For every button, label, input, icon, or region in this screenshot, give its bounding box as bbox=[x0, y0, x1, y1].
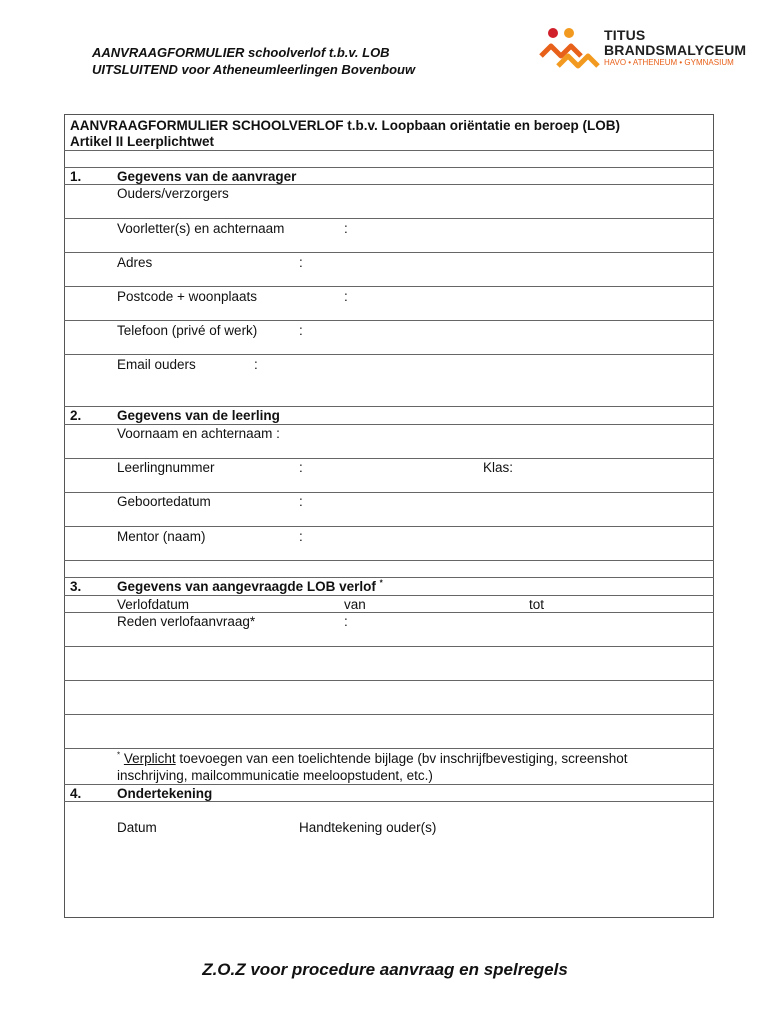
footnote-mark: * bbox=[379, 578, 383, 588]
reason-label: Reden verlofaanvraag* bbox=[117, 614, 256, 629]
footnote-line-2: inschrijving, mailcommunicatie meeloopstudent, etc.) bbox=[117, 768, 433, 783]
school-logo-icon bbox=[538, 26, 602, 70]
phone-label: Telefoon (privé of werk) bbox=[117, 323, 258, 338]
postcode-label: Postcode + woonplaats bbox=[117, 289, 257, 304]
leave-date-label: Verlofdatum bbox=[117, 597, 190, 612]
email-label: Email ouders bbox=[117, 357, 196, 372]
student-number-colon: : bbox=[299, 460, 303, 475]
logo-name-line-2: BRANDSMALYCEUM bbox=[604, 42, 747, 58]
section-1-title: Gegevens van de aanvrager bbox=[117, 169, 297, 184]
leave-to-label: tot bbox=[529, 597, 545, 612]
section-3-title-text: Gegevens van aangevraagde LOB verlof bbox=[117, 579, 376, 594]
rule bbox=[64, 252, 714, 253]
postcode-colon: : bbox=[344, 289, 348, 304]
form-title: AANVRAAGFORMULIER SCHOOLVERLOF t.b.v. Loopbaan oriëntatie en beroep (LOB) bbox=[70, 118, 621, 133]
section-2-number: 2. bbox=[70, 408, 82, 423]
rule bbox=[64, 150, 714, 151]
phone-colon: : bbox=[299, 323, 303, 338]
section-1-subtitle: Ouders/verzorgers bbox=[117, 186, 229, 201]
section-4-number: 4. bbox=[70, 786, 82, 801]
rule bbox=[64, 680, 714, 681]
footnote-required: Verplicht bbox=[123, 751, 176, 766]
rule bbox=[64, 320, 714, 321]
rule bbox=[64, 646, 714, 647]
pto-notice: Z.O.Z voor procedure aanvraag en spelregels bbox=[202, 960, 568, 979]
email-colon: : bbox=[254, 357, 258, 372]
rule bbox=[64, 218, 714, 219]
student-name-label: Voornaam en achternaam : bbox=[117, 426, 280, 441]
signature-label: Handtekening ouder(s) bbox=[299, 820, 437, 835]
leave-from-label: van bbox=[344, 597, 366, 612]
birthdate-colon: : bbox=[299, 494, 303, 509]
section-2-title: Gegevens van de leerling bbox=[117, 408, 280, 423]
header-line-1: AANVRAAGFORMULIER schoolverlof t.b.v. LOB bbox=[92, 45, 390, 60]
initials-colon: : bbox=[344, 221, 348, 236]
section-3-title bbox=[117, 578, 383, 595]
form-article: Artikel II Leerplichtwet bbox=[70, 134, 215, 149]
student-number-label: Leerlingnummer bbox=[117, 460, 215, 475]
rule bbox=[64, 354, 714, 355]
initials-label: Voorletter(s) en achternaam bbox=[117, 221, 285, 236]
mentor-label: Mentor (naam) bbox=[117, 529, 206, 544]
rule bbox=[64, 526, 714, 527]
section-1-number: 1. bbox=[70, 169, 82, 184]
date-label: Datum bbox=[117, 820, 157, 835]
rule bbox=[64, 560, 714, 561]
logo-name-line-1: TITUS bbox=[604, 27, 646, 43]
footnote-text: toevoegen van een toelichtende bijlage (bv inschrijfbevestiging, screenshot bbox=[175, 751, 628, 766]
birthdate-label: Geboortedatum bbox=[117, 494, 211, 509]
address-label: Adres bbox=[117, 255, 153, 270]
rule bbox=[64, 286, 714, 287]
section-3-number: 3. bbox=[70, 579, 82, 594]
footnote-mark: * bbox=[117, 750, 121, 760]
mentor-colon: : bbox=[299, 529, 303, 544]
logo-tagline: HAVO • ATHENEUM • GYMNASIUM bbox=[604, 58, 734, 67]
rule bbox=[64, 748, 714, 749]
address-colon: : bbox=[299, 255, 303, 270]
section-4-title: Ondertekening bbox=[117, 786, 213, 801]
rule bbox=[64, 714, 714, 715]
footnote-line-1 bbox=[117, 750, 627, 767]
reason-colon: : bbox=[344, 614, 348, 629]
header-line-2: UITSLUITEND voor Atheneumleerlingen Bovenbouw bbox=[92, 62, 416, 77]
class-label: Klas: bbox=[483, 460, 514, 475]
